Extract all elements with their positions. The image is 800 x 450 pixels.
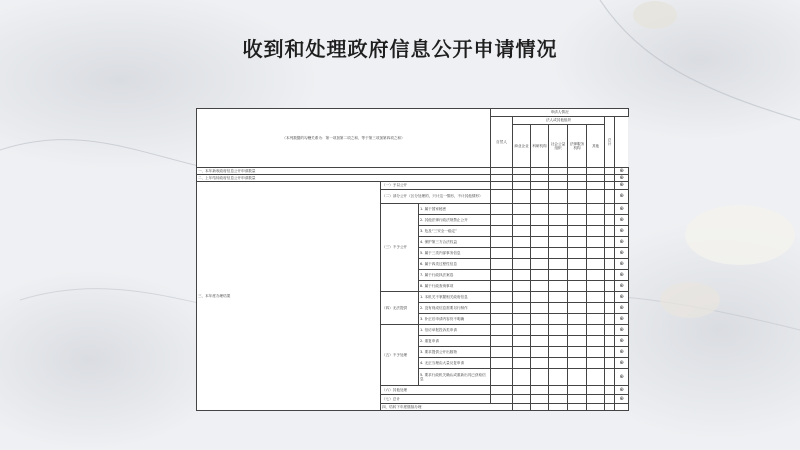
- row-label: 三、本年度办理结果: [197, 182, 381, 411]
- col-enterprise: 商业企业: [513, 125, 531, 168]
- row-label: 2. 其他法律行政法规禁止公开: [419, 215, 491, 226]
- cell-marker: [615, 347, 629, 358]
- statistics-table-sheet: [196, 108, 628, 411]
- row-label: 8. 属于行政查询事项: [419, 281, 491, 292]
- row-label: 1. 属于国家秘密: [419, 204, 491, 215]
- cell-marker: [615, 281, 629, 292]
- table-row: [197, 168, 629, 175]
- row-label: （一）予以公开: [381, 182, 491, 190]
- cell-marker: [615, 314, 629, 325]
- corner-header: （本列数据的勾稽关系为：第一项加第二项之和，等于第三项加第四项之和）: [197, 109, 491, 168]
- cell-marker: [615, 204, 629, 215]
- row-label: 3. 补正后申请内容仍不明确: [419, 314, 491, 325]
- row-label: （五）不予处理: [381, 325, 419, 386]
- cell-marker: [615, 190, 629, 204]
- col-social: 社会公益组织: [549, 125, 568, 168]
- row-label: 四、结转下年度继续办理: [381, 404, 513, 411]
- col-natural-person: 自然人: [491, 117, 513, 168]
- cell-marker: [615, 182, 629, 190]
- statistics-table: [196, 108, 629, 411]
- table-row: [197, 182, 629, 190]
- col-legal: 法律服务机构: [568, 125, 587, 168]
- col-total: 总计: [605, 117, 615, 168]
- row-label: 7. 属于行政执法案卷: [419, 270, 491, 281]
- row-label: 1. 信访举报投诉类申请: [419, 325, 491, 336]
- row-label: 4. 无正当理由大量反复申请: [419, 358, 491, 369]
- col-research: 科研机构: [531, 125, 549, 168]
- cell-marker: [615, 303, 629, 314]
- row-label: 2. 重复申请: [419, 336, 491, 347]
- row-label: 6. 属于四类过程性信息: [419, 259, 491, 270]
- row-label: （四）无法提供: [381, 292, 419, 325]
- row-label: （七）总计: [381, 395, 491, 404]
- row-label: 3. 要求提供公开出版物: [419, 347, 491, 358]
- row-label: 2. 没有现成信息需要另行制作: [419, 303, 491, 314]
- cell-marker: [615, 215, 629, 226]
- cell-marker: [615, 226, 629, 237]
- cell-marker: [615, 395, 629, 404]
- cell-marker: [615, 336, 629, 347]
- cell-marker: [615, 237, 629, 248]
- row-label: 二、上年结转政府信息公开申请数量: [197, 175, 491, 182]
- cell-marker: [615, 325, 629, 336]
- row-label: 5. 要求行政机关确认或重新出具已获取信息: [419, 369, 491, 386]
- page-title: 收到和处理政府信息公开申请情况: [242, 37, 558, 61]
- group-header-applicant: 申请人情况: [491, 109, 629, 117]
- cell-marker: [615, 386, 629, 395]
- cell-marker: [615, 248, 629, 259]
- row-label: 5. 属于三类内部事务信息: [419, 248, 491, 259]
- cell-marker: [615, 270, 629, 281]
- sub-group-header-organization: 法人或其他组织: [513, 117, 605, 125]
- row-label: （三）不予公开: [381, 204, 419, 292]
- row-label: 一、本年新收政府信息公开申请数量: [197, 168, 491, 175]
- cell-marker: [615, 259, 629, 270]
- cell-marker: [615, 292, 629, 303]
- row-label: 4. 保护第三方合法权益: [419, 237, 491, 248]
- col-other: 其他: [587, 125, 605, 168]
- row-label: 3. 危及“三安全一稳定”: [419, 226, 491, 237]
- row-label: 1. 本机关不掌握相关政府信息: [419, 292, 491, 303]
- cell-marker: [615, 168, 629, 175]
- row-label: （二）部分公开（区分处理的，只计这一情形，不计其他情形）: [381, 190, 491, 204]
- cell-marker: [615, 175, 629, 182]
- cell-marker: [615, 358, 629, 369]
- cell-marker: [615, 369, 629, 386]
- row-label: （六）其他处理: [381, 386, 491, 395]
- table-row: [197, 175, 629, 182]
